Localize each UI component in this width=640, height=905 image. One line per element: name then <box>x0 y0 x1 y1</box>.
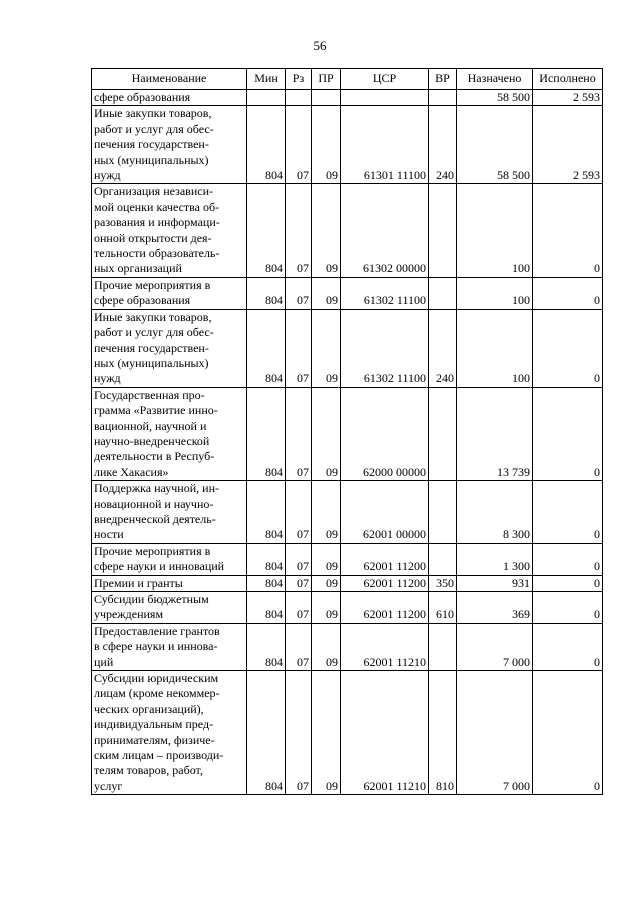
header-pr: ПР <box>312 69 341 90</box>
row-rz: 07 <box>286 387 312 480</box>
row-name-line: Поддержка научной, ин- <box>94 481 219 496</box>
row-vr: 240 <box>429 106 457 184</box>
row-name-line: работ и услуг для обес- <box>94 121 214 136</box>
row-rz: 07 <box>286 309 312 387</box>
row-name-line: онной открытости дея- <box>94 230 212 245</box>
row-executed: 0 <box>533 623 603 670</box>
row-executed: 0 <box>533 575 603 591</box>
row-rz: 07 <box>286 481 312 544</box>
row-name-line: услуг <box>94 778 123 793</box>
row-min: 804 <box>247 277 286 309</box>
row-csr: 61301 11100 <box>341 106 429 184</box>
row-assigned: 100 <box>457 277 533 309</box>
row-name-line: в сфере науки и иннова- <box>94 639 218 654</box>
row-name-line: нужд <box>94 168 121 183</box>
row-name-line: Иные закупки товаров, <box>94 309 212 324</box>
row-name <box>92 309 247 387</box>
row-vr <box>429 623 457 670</box>
table-row <box>92 277 603 309</box>
row-name <box>92 671 247 795</box>
row-pr: 09 <box>312 575 341 591</box>
table-row <box>92 481 603 544</box>
row-executed: 0 <box>533 592 603 624</box>
row-pr: 09 <box>312 481 341 544</box>
row-pr: 09 <box>312 309 341 387</box>
table-row <box>92 575 603 591</box>
row-name-line: деятельности в Респуб- <box>94 449 215 464</box>
row-name-line: Субсидии юридическим <box>94 671 219 686</box>
row-name-line: ским лицам – производи- <box>94 748 224 763</box>
row-name-line: ческих организаций), <box>94 701 204 716</box>
row-vr: 610 <box>429 592 457 624</box>
row-name <box>92 106 247 184</box>
row-name-line: Прочие мероприятия в <box>94 277 211 292</box>
row-csr: 62001 11200 <box>341 543 429 575</box>
row-assigned: 58 500 <box>457 90 533 106</box>
row-min: 804 <box>247 481 286 544</box>
row-name <box>92 543 247 575</box>
table-row <box>92 671 603 795</box>
row-min: 804 <box>247 575 286 591</box>
row-vr <box>429 543 457 575</box>
row-assigned: 58 500 <box>457 106 533 184</box>
row-csr: 62000 00000 <box>341 387 429 480</box>
row-vr <box>429 277 457 309</box>
row-rz: 07 <box>286 592 312 624</box>
row-executed: 2 593 <box>533 90 603 106</box>
row-pr: 09 <box>312 543 341 575</box>
row-name <box>92 184 247 277</box>
row-csr: 62001 11200 <box>341 575 429 591</box>
row-csr: 61302 00000 <box>341 184 429 277</box>
row-name-line: лицам (кроме некоммер- <box>94 686 220 701</box>
row-name-line: печения государствен- <box>94 137 209 152</box>
row-rz: 07 <box>286 671 312 795</box>
row-name-line: вационной, научной и <box>94 418 207 433</box>
row-rz: 07 <box>286 575 312 591</box>
row-pr: 09 <box>312 592 341 624</box>
row-vr <box>429 387 457 480</box>
row-executed: 0 <box>533 387 603 480</box>
row-name-line: учреждениям <box>94 607 164 622</box>
row-name-line: индивидуальным пред- <box>94 717 214 732</box>
table-row <box>92 387 603 480</box>
row-name-line: ности <box>94 527 124 542</box>
row-name-line: Субсидии бюджетным <box>94 592 209 606</box>
row-name-line: телям товаров, работ, <box>94 763 203 778</box>
row-min <box>247 90 286 106</box>
row-min: 804 <box>247 106 286 184</box>
row-rz: 07 <box>286 277 312 309</box>
row-name <box>92 575 247 591</box>
row-name-line: Иные закупки товаров, <box>94 106 212 121</box>
row-name-line: принимателям, физиче- <box>94 732 215 747</box>
row-pr: 09 <box>312 277 341 309</box>
row-assigned: 100 <box>457 184 533 277</box>
row-rz: 07 <box>286 184 312 277</box>
row-csr: 62001 11200 <box>341 592 429 624</box>
table-row <box>92 106 603 184</box>
row-csr: 62001 11210 <box>341 671 429 795</box>
budget-table <box>91 68 603 795</box>
row-name-line: грамма «Развитие инно- <box>94 403 218 418</box>
row-executed: 0 <box>533 671 603 795</box>
row-name-line: ций <box>94 654 114 669</box>
row-assigned: 8 300 <box>457 481 533 544</box>
row-vr <box>429 90 457 106</box>
header-min: Мин <box>247 69 286 90</box>
row-name-line: Прочие мероприятия в <box>94 543 211 558</box>
row-name-line: Государственная про- <box>94 387 205 402</box>
row-assigned: 7 000 <box>457 671 533 795</box>
header-name: Наименование <box>92 69 247 90</box>
row-name <box>92 592 247 624</box>
row-name-line: Премии и гранты <box>94 575 183 590</box>
row-assigned: 100 <box>457 309 533 387</box>
row-pr: 09 <box>312 106 341 184</box>
row-name <box>92 387 247 480</box>
row-name <box>92 90 247 106</box>
row-pr: 09 <box>312 671 341 795</box>
table-row <box>92 592 603 624</box>
row-executed: 0 <box>533 309 603 387</box>
row-name-line: работ и услуг для обес- <box>94 325 214 340</box>
row-min: 804 <box>247 623 286 670</box>
row-assigned: 13 739 <box>457 387 533 480</box>
row-csr: 62001 11210 <box>341 623 429 670</box>
header-assigned: Назначено <box>457 69 533 90</box>
row-vr: 350 <box>429 575 457 591</box>
row-executed: 2 593 <box>533 106 603 184</box>
row-vr <box>429 481 457 544</box>
row-assigned: 369 <box>457 592 533 624</box>
header-executed: Исполнено <box>533 69 603 90</box>
table-row <box>92 623 603 670</box>
row-executed: 0 <box>533 543 603 575</box>
row-min: 804 <box>247 671 286 795</box>
row-name-line: ных (муниципальных) <box>94 355 209 370</box>
row-rz: 07 <box>286 106 312 184</box>
row-vr <box>429 184 457 277</box>
row-min: 804 <box>247 387 286 480</box>
row-rz: 07 <box>286 543 312 575</box>
row-executed: 0 <box>533 481 603 544</box>
row-vr: 240 <box>429 309 457 387</box>
header-csr: ЦСР <box>341 69 429 90</box>
header-row <box>92 69 603 90</box>
row-name-line: Организация независи- <box>94 184 213 199</box>
row-name-line: ных организаций <box>94 261 182 276</box>
header-vr: ВР <box>429 69 457 90</box>
table-row <box>92 543 603 575</box>
row-min: 804 <box>247 309 286 387</box>
row-name-line: мой оценки качества об- <box>94 199 220 214</box>
row-csr <box>341 90 429 106</box>
row-name-line: сфере науки и инноваций <box>94 559 225 574</box>
table-row <box>92 184 603 277</box>
row-name <box>92 481 247 544</box>
row-vr: 810 <box>429 671 457 795</box>
row-name-line: новационной и научно- <box>94 496 214 511</box>
row-pr: 09 <box>312 387 341 480</box>
row-name-line: сфере образования <box>94 293 191 308</box>
row-name <box>92 623 247 670</box>
row-csr: 61302 11100 <box>341 277 429 309</box>
row-assigned: 931 <box>457 575 533 591</box>
row-name-line: нужд <box>94 371 121 386</box>
row-name-line: Предоставление грантов <box>94 623 220 638</box>
row-name-line: внедренческой деятель- <box>94 511 216 526</box>
row-csr: 61302 11100 <box>341 309 429 387</box>
page-number: 56 <box>313 38 327 53</box>
row-name <box>92 277 247 309</box>
row-name-line: тельности образователь- <box>94 246 220 261</box>
row-csr: 62001 00000 <box>341 481 429 544</box>
row-executed: 0 <box>533 184 603 277</box>
row-executed: 0 <box>533 277 603 309</box>
table-row <box>92 90 603 106</box>
header-rz: Рз <box>286 69 312 90</box>
row-min: 804 <box>247 592 286 624</box>
table-row <box>92 309 603 387</box>
row-min: 804 <box>247 184 286 277</box>
row-name-line: сфере образования <box>94 90 191 104</box>
row-pr: 09 <box>312 184 341 277</box>
row-assigned: 7 000 <box>457 623 533 670</box>
row-name-line: лике Хакасия» <box>94 464 169 479</box>
table-body <box>92 90 603 795</box>
row-rz: 07 <box>286 623 312 670</box>
row-pr <box>312 90 341 106</box>
row-name-line: научно-внедренческой <box>94 433 210 448</box>
row-assigned: 1 300 <box>457 543 533 575</box>
row-min: 804 <box>247 543 286 575</box>
row-name-line: ных (муниципальных) <box>94 152 209 167</box>
row-rz <box>286 90 312 106</box>
row-pr: 09 <box>312 623 341 670</box>
row-name-line: печения государствен- <box>94 340 209 355</box>
row-name-line: разования и информаци- <box>94 215 220 230</box>
